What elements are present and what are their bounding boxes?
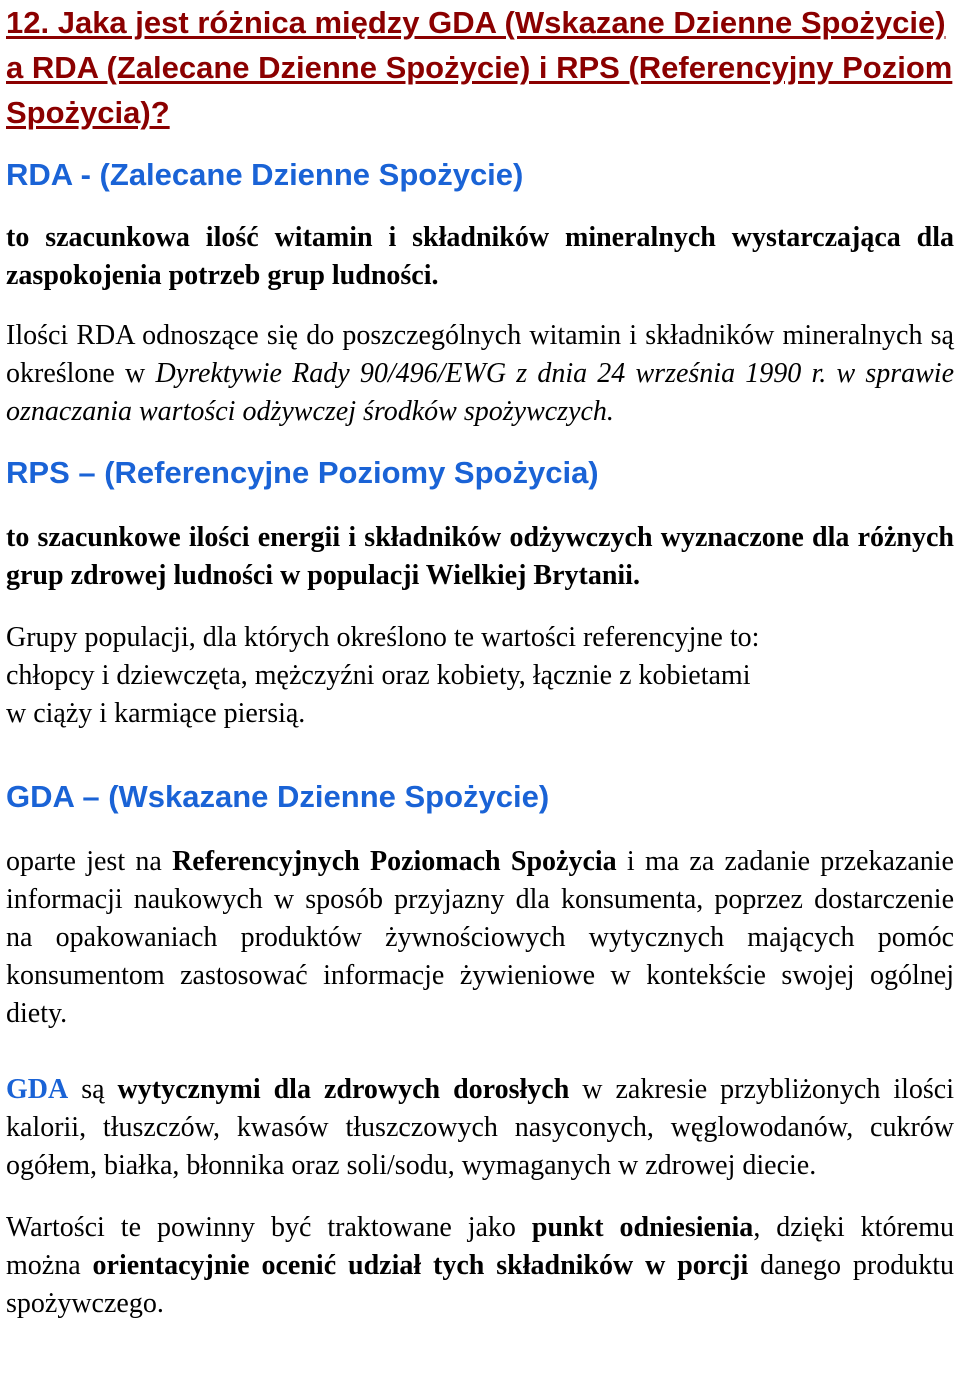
rps-groups-paragraph <box>6 619 954 733</box>
rps-heading: RPS – (Referencyjne Poziomy Spożycia) <box>6 455 599 490</box>
gda-p1-bold: Referencyjnych Poziomach Spożycia <box>172 846 617 877</box>
rps-definition: to szacunkowe ilości energii i składników odżywczych wyznaczone dla różnych grup zdrowej ludności w populacji Wielkiej Brytanii. <box>6 522 954 591</box>
page-title: 12. Jaka jest różnica między GDA (Wskazane Dzienne Spożycie) a RDA (Zalecane Dzienne Spożycie) i RPS (Referencyjny Poziom Spożycia)? <box>6 5 953 130</box>
rps-groups-line-2: chłopcy i dziewczęta, mężczyźni oraz kobiety, łącznie z kobietami <box>6 660 751 691</box>
gda-paragraph-3 <box>6 1209 954 1323</box>
gda-p3-text-a: Wartości te powinny być traktowane jako <box>6 1212 532 1243</box>
rda-heading: RDA - (Zalecane Dzienne Spożycie) <box>6 157 524 192</box>
rda-directive-paragraph <box>6 317 954 431</box>
gda-p3-bold-2: orientacyjnie ocenić udział tych składników w porcji <box>92 1250 749 1281</box>
gda-p2-gda-label: GDA <box>6 1074 69 1105</box>
rps-groups-line-3: w ciąży i karmiące piersią. <box>6 698 306 729</box>
gda-p1-text-a: oparte jest na <box>6 846 173 877</box>
gda-p2-text-b: w zakresie przybliżonych ilości kalorii, tłuszczów, kwasów tłuszczowych nasyconych, węglowodanów, cukrów ogółem, białka, błonnika oraz soli/sodu, wymaganych w zdrowej diecie. <box>6 1074 954 1181</box>
rda-directive-text: Ilości RDA odnoszące się do poszczególnych witamin i składników mineralnych są określone w <box>6 320 954 389</box>
rps-groups-line-1: Grupy populacji, dla których określono te wartości referencyjne to: <box>6 622 760 653</box>
gda-p2-text-a: są <box>68 1074 118 1105</box>
gda-p1-text-b: i ma za zadanie przekazanie informacji naukowych w sposób przyjazny dla konsumenta, poprzez dostarczenie na opakowaniach produktów żywnościowych wytycznych mających pomóc konsumentom zastosować informacje żywieniowe w kontekście swojej ogólnej diety. <box>6 846 954 1029</box>
rda-definition: to szacunkowa ilość witamin i składników mineralnych wystarczająca dla zaspokojenia potrzeb grup ludności. <box>6 222 954 291</box>
gda-heading: GDA – (Wskazane Dzienne Spożycie) <box>6 779 550 814</box>
gda-p2-bold: wytycznymi dla zdrowych dorosłych <box>117 1074 570 1105</box>
gda-paragraph-1 <box>6 843 954 1033</box>
gda-p3-bold-1: punkt odniesienia <box>531 1212 754 1243</box>
gda-p3-text-b: , dzięki któremu można <box>6 1212 954 1281</box>
gda-paragraph-2 <box>6 1071 954 1185</box>
rda-directive-italic: Dyrektywie Rady 90/496/EWG z dnia 24 września 1990 r. w sprawie oznaczania wartości odżywczej środków spożywczych. <box>6 358 954 427</box>
gda-p3-text-c: danego produktu spożywczego. <box>6 1250 954 1319</box>
